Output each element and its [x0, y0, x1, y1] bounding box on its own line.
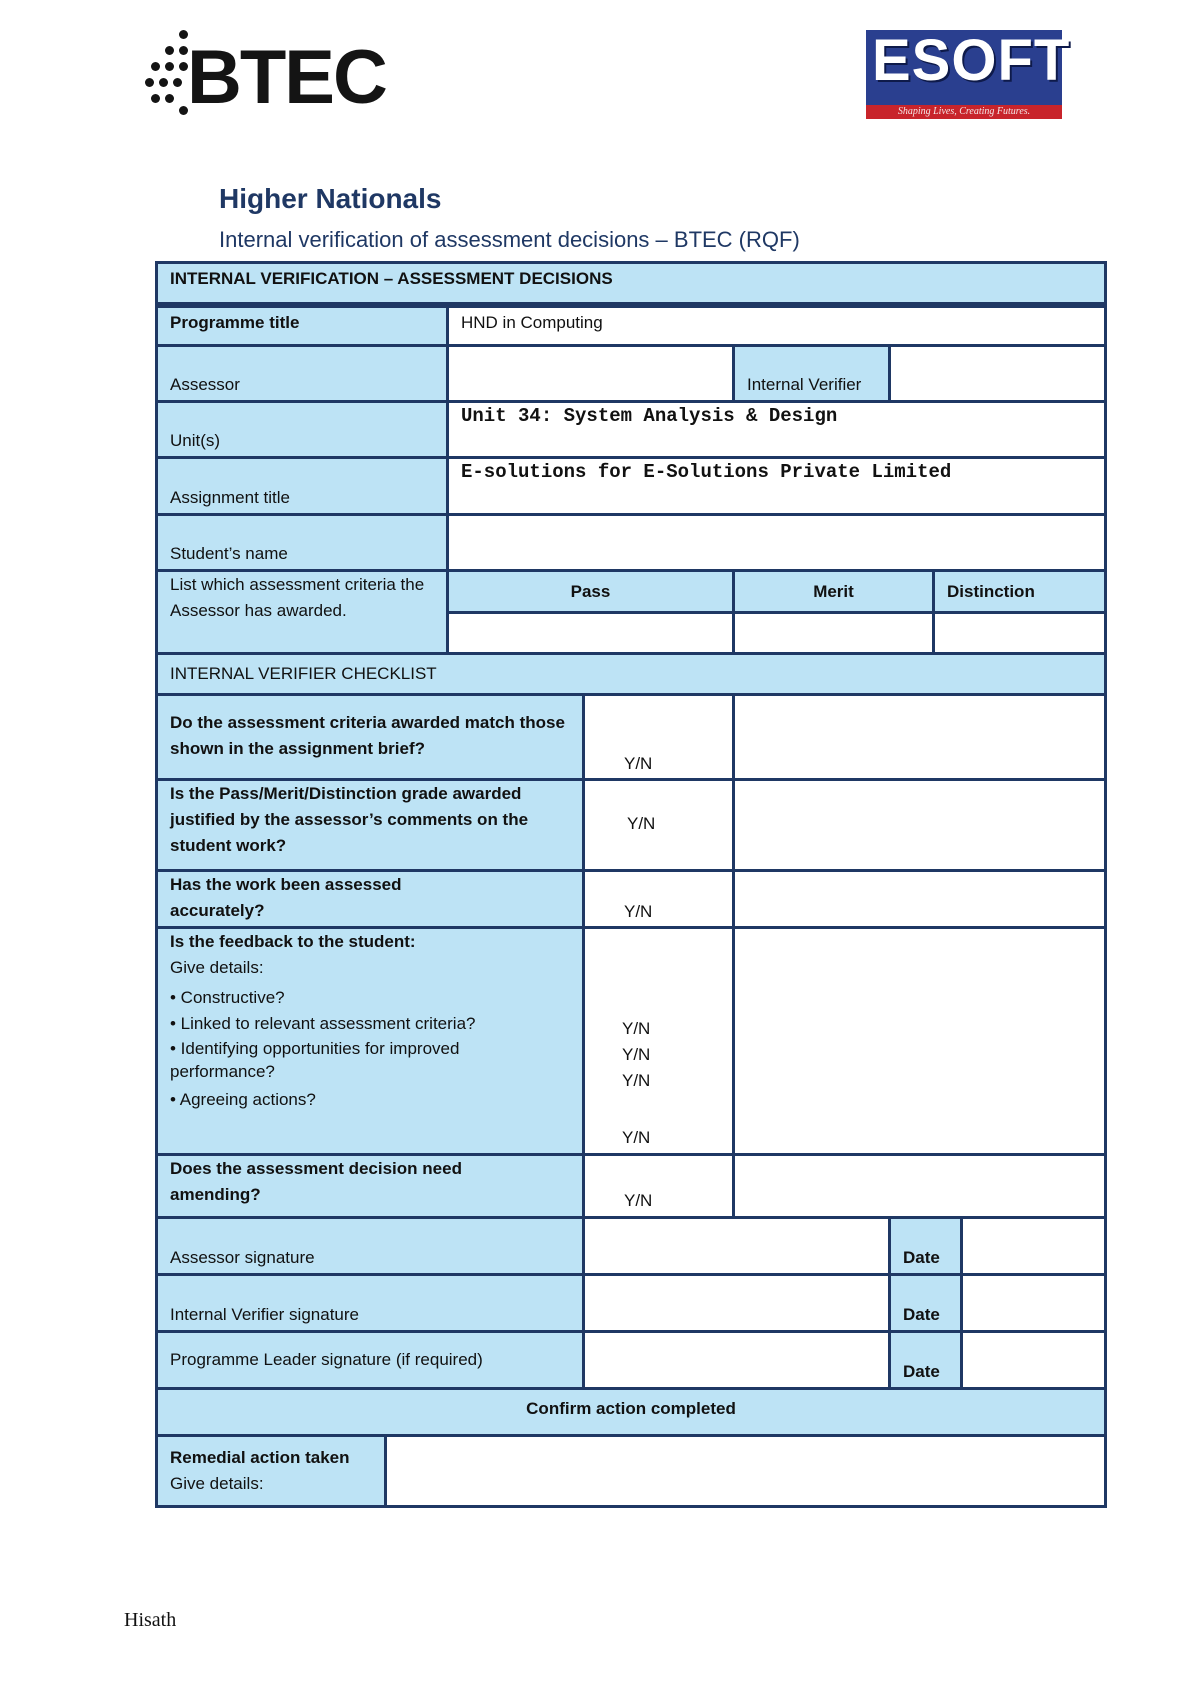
internal-verifier-field[interactable] [888, 344, 1107, 403]
pass-header-text: Pass [570, 581, 611, 601]
pass-criteria-field[interactable] [446, 611, 735, 655]
assessor-date-label-text: Date [903, 1248, 940, 1267]
esoft-wordmark: ESOFT [872, 28, 1071, 93]
btec-wordmark: BTEC [187, 35, 386, 120]
merit-header-text: Merit [813, 581, 854, 601]
pl-date-field[interactable] [960, 1330, 1107, 1390]
units-field[interactable] [446, 400, 1107, 459]
q5-yn-field[interactable] [582, 1153, 735, 1219]
q2-yn-field[interactable] [582, 778, 735, 872]
programme-title-value-text: HND in Computing [461, 313, 603, 332]
checklist-q1-text: Do the assessment criteria awarded match those shown in the assignment brief? [170, 713, 565, 758]
programme-title-value[interactable] [446, 305, 1107, 347]
q3-yn-field[interactable] [582, 869, 735, 929]
checklist-title-text: INTERNAL VERIFIER CHECKLIST [170, 664, 437, 683]
criteria-label-text: List which assessment criteria the Assessor has awarded. [170, 575, 425, 620]
iv-date-label [888, 1273, 963, 1333]
assignment-title-value-text: E-solutions for E-Solutions Private Limited [461, 461, 952, 483]
iv-date-field[interactable] [960, 1273, 1107, 1333]
assessor-label [155, 344, 449, 403]
remedial-label [155, 1434, 387, 1508]
q4-yn-performance: Y/N [622, 1071, 651, 1090]
units-label [155, 400, 449, 459]
q4-yn-opportunities: Y/N [622, 1045, 651, 1064]
q3-yn-text: Y/N [624, 902, 653, 921]
student-name-label-text: Student’s name [170, 544, 288, 563]
confirm-action-row [155, 1387, 1107, 1437]
q5-comment-field[interactable] [732, 1153, 1107, 1219]
checklist-q5-text: Does the assessment decision need amending? [170, 1159, 462, 1204]
assessor-date-label [888, 1216, 963, 1276]
assessor-date-field[interactable] [960, 1216, 1107, 1276]
page-title: Higher Nationals [219, 183, 442, 214]
iv-signature-label [155, 1273, 585, 1333]
distinction-criteria-field[interactable] [932, 611, 1107, 655]
assignment-title-label-text: Assignment title [170, 488, 290, 507]
q2-comment-field[interactable] [732, 778, 1107, 872]
assessor-signature-label [155, 1216, 585, 1276]
checklist-q2-text: Is the Pass/Merit/Distinction grade awarded justified by the assessor’s comments on the student work? [170, 784, 529, 855]
merit-header [732, 569, 935, 614]
pl-date-label-text: Date [903, 1362, 940, 1381]
checklist-q4-give: Give details: [170, 958, 264, 977]
distinction-header-text: Distinction [947, 581, 1035, 601]
pl-signature-note: (if required) [395, 1350, 483, 1369]
q1-yn-field[interactable] [582, 693, 735, 781]
checklist-q1 [155, 693, 585, 781]
criteria-label [155, 569, 449, 655]
q4-yn-field[interactable] [582, 926, 735, 1156]
q1-comment-field[interactable] [732, 693, 1107, 781]
remedial-give-text: Give details: [170, 1474, 264, 1493]
units-label-text: Unit(s) [170, 431, 221, 450]
units-value-text: Unit 34: System Analysis & Design [461, 405, 838, 427]
q4-yn-linked: Y/N [622, 1019, 651, 1038]
pl-signature-label [155, 1330, 585, 1390]
pl-date-label [888, 1330, 963, 1390]
q4-comment-field[interactable] [732, 926, 1107, 1156]
checklist-q2 [155, 778, 585, 872]
confirm-action-text: Confirm action completed [526, 1399, 736, 1418]
q4-bullet-linked: • Linked to relevant assessment criteria? [170, 1014, 476, 1033]
q4-yn-agreeing: Y/N [622, 1128, 651, 1147]
section-title-text: INTERNAL VERIFICATION – ASSESSMENT DECISIONS [170, 269, 613, 288]
esoft-tagline: Shaping Lives, Creating Futures. [866, 105, 1062, 119]
q4-bullet-agreeing: • Agreeing actions? [170, 1090, 316, 1109]
pl-signature-field[interactable] [582, 1330, 891, 1390]
checklist-q5 [155, 1153, 585, 1219]
checklist-q4-title: Is the feedback to the student: [170, 932, 416, 951]
pass-header [446, 569, 735, 614]
iv-date-label-text: Date [903, 1305, 940, 1324]
remedial-label-text: Remedial action taken [170, 1448, 350, 1467]
page-subtitle: Internal verification of assessment decisions – BTEC (RQF) [219, 227, 800, 252]
q1-yn-text: Y/N [624, 754, 653, 773]
internal-verifier-label [732, 344, 891, 403]
q2-yn-text: Y/N [627, 814, 656, 833]
esoft-logo [866, 28, 1071, 119]
q5-yn-text: Y/N [624, 1191, 653, 1210]
verification-form [155, 261, 1107, 1524]
assessor-signature-label-text: Assessor signature [170, 1248, 315, 1267]
student-name-field[interactable] [446, 513, 1107, 572]
assessor-field[interactable] [446, 344, 735, 403]
footer-author: Hisath [124, 1609, 177, 1631]
btec-logo [145, 26, 395, 118]
assessor-label-text: Assessor [170, 375, 240, 394]
checklist-q3 [155, 869, 585, 929]
checklist-q4 [155, 926, 585, 1156]
checklist-q3-text: Has the work been assessed accurately? [170, 875, 402, 920]
q4-bullet-opportunities: • Identifying opportunities for improved performance? [170, 1039, 460, 1081]
programme-title-label [155, 305, 449, 347]
assignment-title-field[interactable] [446, 456, 1107, 516]
merit-criteria-field[interactable] [732, 611, 935, 655]
section-title [155, 261, 1107, 305]
assignment-title-label [155, 456, 449, 516]
distinction-header [932, 569, 1107, 614]
q3-comment-field[interactable] [732, 869, 1107, 929]
remedial-field[interactable] [384, 1434, 1107, 1508]
iv-signature-label-text: Internal Verifier signature [170, 1305, 359, 1324]
student-name-label [155, 513, 449, 572]
pl-signature-label-text: Programme Leader signature [170, 1350, 392, 1369]
assessor-signature-field[interactable] [582, 1216, 891, 1276]
checklist-title [155, 652, 1107, 696]
internal-verifier-label-text: Internal Verifier [747, 375, 862, 394]
q4-bullet-constructive: • Constructive? [170, 988, 285, 1007]
iv-signature-field[interactable] [582, 1273, 891, 1333]
programme-title-label-text: Programme title [170, 313, 300, 332]
